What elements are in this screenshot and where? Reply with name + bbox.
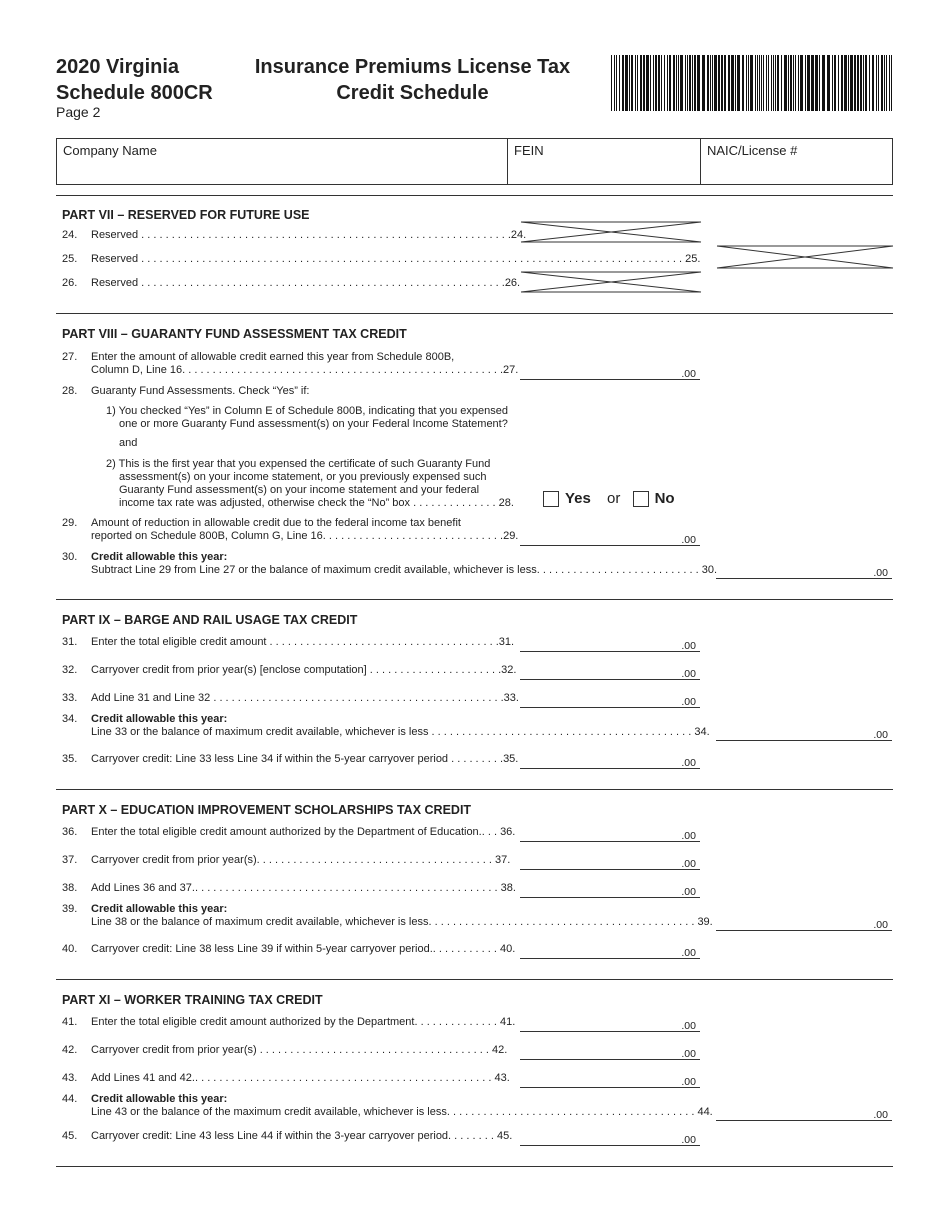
line-30-input[interactable]: .00 — [716, 564, 892, 579]
line-36-input[interactable]: .00 — [520, 827, 700, 842]
no-checkbox[interactable] — [633, 491, 649, 507]
line-41-input[interactable]: .00 — [520, 1017, 700, 1032]
line-37-text: Carryover credit from prior year(s). . . . . . . . . . . . . . . . . . . . . . . . . . . . . . . . . . . . . . . 37. — [91, 854, 511, 866]
line-28-and: and — [119, 437, 138, 449]
line-42-text: Carryover credit from prior year(s) . . . . . . . . . . . . . . . . . . . . . . . . . . . . . . . . . . . . . . 42. — [91, 1044, 508, 1056]
line-42-input[interactable]: .00 — [520, 1045, 700, 1060]
line-36-text: Enter the total eligible credit amount authorized by the Department of Education.. . . 36. — [91, 826, 516, 838]
form-title: 2020 Virginia Schedule 800CR — [56, 56, 213, 104]
line-number: 36. — [62, 826, 78, 838]
line-44-input[interactable]: .00 — [716, 1106, 892, 1121]
line-34-input[interactable]: .00 — [716, 726, 892, 741]
line-34-text: Credit allowable this year: Line 33 or the balance of maximum credit available, whichever is less . . . . . . . . . . . . . . . . . . . . . . . . . . . . . . . . . . . . . . . . . . . 34. — [91, 713, 710, 738]
line-41-text: Enter the total eligible credit amount authorized by the Department. . . . . . . . . . . . . . 41. — [91, 1016, 516, 1028]
line-number: 43. — [62, 1072, 78, 1084]
line-40-input[interactable]: .00 — [520, 944, 700, 959]
line-number: 34. — [62, 713, 78, 725]
part8-heading: PART VIII – GUARANTY FUND ASSESSMENT TAX CREDIT — [62, 327, 407, 341]
line-45-text: Carryover credit: Line 43 less Line 44 if within the 3-year carryover period. . . . . . . . 45. — [91, 1130, 513, 1142]
line-number: 31. — [62, 636, 78, 648]
part7-heading: PART VII – RESERVED FOR FUTURE USE — [62, 208, 310, 222]
divider — [56, 1166, 893, 1167]
line-27-text: Enter the amount of allowable credit earned this year from Schedule 800B, Column D, Line 16. . . . . . . . . . . . . . . . . . . . . . . . . . . . . . . . . . . . . . . . . . . . . . . . . . . . .27. — [91, 351, 519, 376]
line-number: 33. — [62, 692, 78, 704]
line-number: 27. — [62, 351, 78, 363]
line-39-text: Credit allowable this year: Line 38 or the balance of maximum credit available, whichever is less. . . . . . . . . . . . . . . . . . . . . . . . . . . . . . . . . . . . . . . . . . . . 39. — [91, 903, 713, 928]
line-43-input[interactable]: .00 — [520, 1073, 700, 1088]
line-45-input[interactable]: .00 — [520, 1131, 700, 1146]
line-33-text: Add Line 31 and Line 32 . . . . . . . . . . . . . . . . . . . . . . . . . . . . . . . . . . . . . . . . . . . . . . . .33. — [91, 692, 519, 704]
line-28-condition-2: 2) This is the first year that you expensed the certificate of such Guaranty Fund assessment(s) on your income statement, or you previously expensed such Guaranty Fund assessment(s) on your income statement and your federal income tax rate was adjusted, otherwise check the “No” box . . . . . . . . . . . . . . 28. — [106, 458, 514, 509]
naic-field[interactable]: NAIC/License # — [707, 143, 798, 158]
line-number: 39. — [62, 903, 78, 915]
line-number: 35. — [62, 753, 78, 765]
line-29-input[interactable]: .00 — [520, 531, 700, 546]
line-number: 38. — [62, 882, 78, 894]
line-33-input[interactable]: .00 — [520, 693, 700, 708]
tax-title: Insurance Premiums License Tax Credit Schedule — [254, 56, 571, 104]
line-number: 41. — [62, 1016, 78, 1028]
part10-heading: PART X – EDUCATION IMPROVEMENT SCHOLARSHIPS TAX CREDIT — [62, 803, 472, 817]
line-38-input[interactable]: .00 — [520, 883, 700, 898]
line-32-input[interactable]: .00 — [520, 665, 700, 680]
part9-heading: PART IX – BARGE AND RAIL USAGE TAX CREDIT — [62, 613, 358, 627]
fein-field[interactable]: FEIN — [508, 139, 701, 184]
divider — [56, 789, 893, 790]
barcode — [611, 55, 894, 111]
line-number: 44. — [62, 1093, 78, 1105]
reserved-crossed-box-24 — [520, 218, 702, 246]
line-number: 30. — [62, 551, 78, 563]
line-30-text: Credit allowable this year: Subtract Line 29 from Line 27 or the balance of maximum credit available, whichever is less. . . . . . . . . . . . . . . . . . . . . . . . . . . 30. — [91, 551, 718, 576]
line-25-text: Reserved . . . . . . . . . . . . . . . . . . . . . . . . . . . . . . . . . . . . . . . . . . . . . . . . . . . . . . . . . . . . . . . . . . . . . . . . . . . . . . . . . . . . . . . . . 25. — [91, 253, 701, 265]
line-40-text: Carryover credit: Line 38 less Line 39 if within 5-year carryover period.. . . . . . . . . . . 40. — [91, 943, 516, 955]
line-number: 26. — [62, 277, 78, 289]
line-31-text: Enter the total eligible credit amount . . . . . . . . . . . . . . . . . . . . . . . . . . . . . . . . . . . . . .31. — [91, 636, 515, 648]
line-29-text: Amount of reduction in allowable credit due to the federal income tax benefit reported on Schedule 800B, Column G, Line 16. . . . . . . . . . . . . . . . . . . . . . . . . . . . . .29. — [91, 517, 519, 542]
line-number: 42. — [62, 1044, 78, 1056]
company-info-box — [56, 138, 893, 185]
line-number: 29. — [62, 517, 78, 529]
line-31-input[interactable]: .00 — [520, 637, 700, 652]
line-32-text: Carryover credit from prior year(s) [enclose computation] . . . . . . . . . . . . . . . . . . . . . .32. — [91, 664, 517, 676]
line-number: 37. — [62, 854, 78, 866]
line-28-text: Guaranty Fund Assessments. Check “Yes” if: — [91, 385, 310, 397]
divider — [56, 195, 893, 196]
line-27-input[interactable]: .00 — [520, 365, 700, 380]
divider — [56, 313, 893, 314]
line-28-condition-1: 1) You checked “Yes” in Column E of Schedule 800B, indicating that you expensed one or more Guaranty Fund assessment(s) on your Federal Income Statement? — [106, 405, 508, 430]
line-43-text: Add Lines 41 and 42.. . . . . . . . . . . . . . . . . . . . . . . . . . . . . . . . . . . . . . . . . . . . . . . . . 43. — [91, 1072, 510, 1084]
line-37-input[interactable]: .00 — [520, 855, 700, 870]
line-number: 24. — [62, 229, 78, 241]
line-24-text: Reserved . . . . . . . . . . . . . . . . . . . . . . . . . . . . . . . . . . . . . . . . . . . . . . . . . . . . . . . . . . . . .24. — [91, 229, 527, 241]
line-number: 40. — [62, 943, 78, 955]
divider — [56, 979, 893, 980]
yes-checkbox[interactable] — [543, 491, 559, 507]
line-number: 25. — [62, 253, 78, 265]
line-number: 32. — [62, 664, 78, 676]
line-26-text: Reserved . . . . . . . . . . . . . . . . . . . . . . . . . . . . . . . . . . . . . . . . . . . . . . . . . . . . . . . . . . . .26. — [91, 277, 521, 289]
line-35-text: Carryover credit: Line 33 less Line 34 if within the 5-year carryover period . . . . . . . . .35. — [91, 753, 519, 765]
reserved-crossed-box-25 — [716, 242, 894, 270]
line-44-text: Credit allowable this year: Line 43 or the balance of the maximum credit available, whichever is less. . . . . . . . . . . . . . . . . . . . . . . . . . . . . . . . . . . . . . . . . 44. — [91, 1093, 713, 1118]
line-35-input[interactable]: .00 — [520, 754, 700, 769]
company-name-field[interactable]: Company Name — [57, 139, 508, 184]
line-39-input[interactable]: .00 — [716, 916, 892, 931]
line-38-text: Add Lines 36 and 37.. . . . . . . . . . . . . . . . . . . . . . . . . . . . . . . . . . . . . . . . . . . . . . . . . . 38. — [91, 882, 516, 894]
part11-heading: PART XI – WORKER TRAINING TAX CREDIT — [62, 993, 323, 1007]
line-number: 28. — [62, 385, 78, 397]
page-number: Page 2 — [56, 104, 101, 120]
divider — [56, 599, 893, 600]
line-number: 45. — [62, 1130, 78, 1142]
reserved-crossed-box-26 — [520, 268, 702, 296]
line-28-yes-no: Yes or No — [543, 490, 675, 507]
